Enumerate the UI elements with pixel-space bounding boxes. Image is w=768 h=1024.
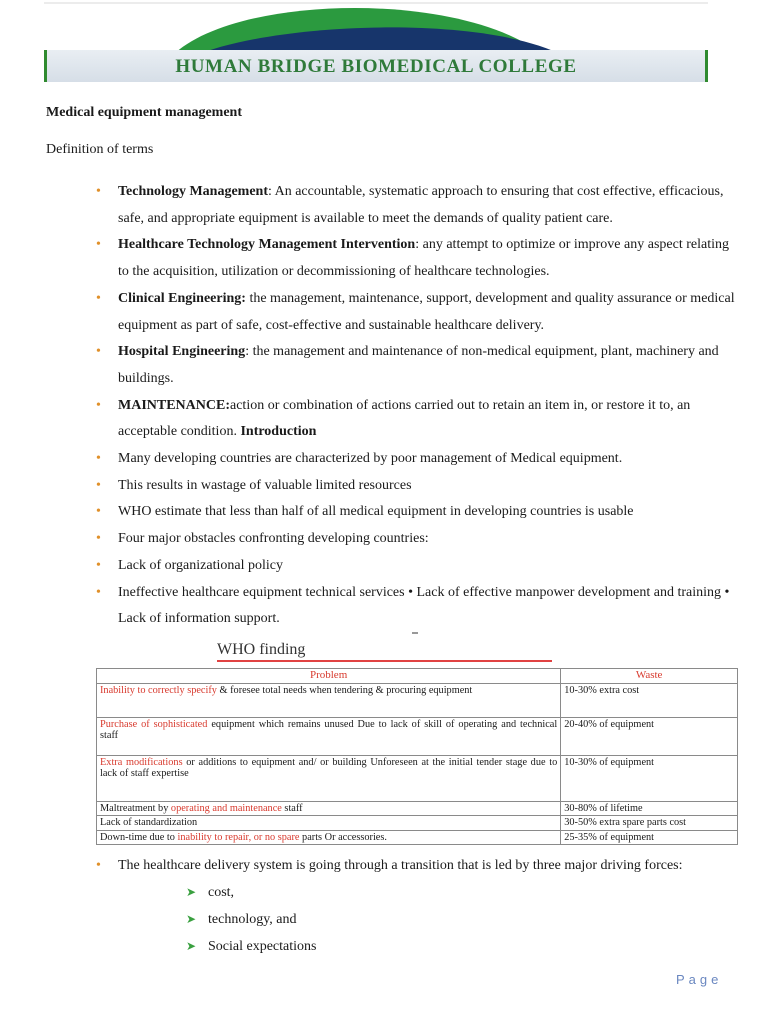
definitions-list — [96, 179, 736, 633]
list-item: ➤ cost, — [186, 879, 316, 906]
waste-cell: 10-30% of equipment — [561, 755, 738, 801]
bullet-text: Ineffective healthcare equipment technical services • Lack of effective manpower development and training • Lack of information support. — [118, 584, 730, 627]
who-finding-table — [96, 668, 738, 845]
college-name: HUMAN BRIDGE BIOMEDICAL COLLEGE — [175, 56, 577, 77]
list-item — [96, 499, 736, 526]
problem-cell — [97, 801, 561, 816]
list-item — [96, 232, 736, 285]
problem-cell — [97, 717, 561, 755]
college-logo-arc-icon — [44, 0, 708, 56]
list-item — [96, 393, 736, 446]
waste-cell: 30-80% of lifetime — [561, 801, 738, 816]
problem-text: equipment which remains unused Due to lack of skill of operating and technical staff — [100, 718, 558, 741]
bullet-text: This results in wastage of valuable limited resources — [118, 477, 412, 493]
list-item — [96, 446, 736, 473]
list-item — [96, 553, 736, 580]
introduction-heading: Introduction — [240, 424, 317, 440]
problem-cell — [97, 830, 561, 845]
title-decoration — [412, 632, 418, 634]
table-row — [97, 717, 738, 755]
document-subheading: Definition of terms — [46, 142, 154, 157]
driving-forces-list — [186, 879, 316, 960]
column-header-waste: Waste — [561, 669, 738, 684]
problem-cell — [97, 683, 561, 717]
problem-cell — [97, 816, 561, 831]
column-header-problem: Problem — [97, 669, 561, 684]
table-header-row — [97, 669, 738, 684]
bullet-text: action or combination of actions carried out to retain an item in, or restore it to, an acceptable condition. — [118, 397, 691, 440]
problem-highlight: Extra modifications — [100, 756, 183, 768]
bullet-term: Technology Management — [118, 184, 268, 199]
problem-highlight: Purchase of sophisticated — [100, 718, 208, 730]
page-footer: Page — [676, 972, 723, 987]
bullet-text: : An accountable, systematic approach to ensuring that cost effective, efficacious, safe, and appropriate equipment is available to meet the demands of quality patient care. — [118, 184, 724, 226]
problem-text: Down-time due to — [100, 831, 178, 843]
who-finding-title: WHO finding — [217, 640, 552, 662]
bullet-term: MAINTENANCE: — [118, 397, 230, 413]
bullet-text: Many developing countries are characterized by poor management of Medical equipment. — [118, 451, 623, 467]
list-item — [96, 339, 736, 392]
banner-title-bar — [44, 50, 708, 82]
problem-text: & foresee total needs when tendering & procuring equipment — [216, 684, 473, 696]
bullet-term: Hospital Engineering — [118, 344, 246, 360]
table-row — [97, 801, 738, 816]
bullet-text: Four major obstacles confronting developing countries: — [118, 531, 429, 547]
bullet-text: : the management and maintenance of non-medical equipment, plant, machinery and buildings. — [118, 344, 719, 386]
list-item — [96, 526, 736, 553]
table-row — [97, 683, 738, 717]
problem-text: staff — [281, 802, 303, 814]
table-row — [97, 830, 738, 845]
list-item — [96, 286, 736, 339]
bullet-text: WHO estimate that less than half of all medical equipment in developing countries is usable — [118, 504, 634, 520]
list-item: • The healthcare delivery system is going through a transition that is led by three major driving forces: — [96, 853, 736, 880]
list-item — [96, 179, 736, 232]
table-row — [97, 755, 738, 801]
waste-cell: 30-50% extra spare parts cost — [561, 816, 738, 831]
problem-text: Maltreatment by — [100, 802, 171, 814]
list-item: ➤ Social expectations — [186, 933, 316, 960]
waste-cell: 25-35% of equipment — [561, 830, 738, 845]
problem-text: or additions to equipment and/ or building Unforeseen at the initial tender stage due to lack of staff expertise — [100, 756, 558, 779]
table-row — [97, 816, 738, 831]
problem-highlight: inability to repair, or no spare — [177, 831, 300, 843]
problem-text: Lack of standardization — [100, 817, 198, 828]
problem-highlight: operating and maintenance — [170, 802, 282, 814]
bullet-term: Healthcare Technology Management Intervention — [118, 237, 416, 253]
bullet-text: Lack of organizational policy — [118, 557, 283, 573]
problem-cell — [97, 755, 561, 801]
waste-cell: 10-30% extra cost — [561, 683, 738, 717]
college-banner — [44, 0, 708, 84]
list-item: ➤ technology, and — [186, 906, 316, 933]
waste-cell: 20-40% of equipment — [561, 717, 738, 755]
transition-list — [96, 853, 736, 880]
problem-text: parts Or accessories. — [299, 831, 387, 843]
list-item — [96, 580, 736, 633]
bullet-text: : any attempt to optimize or improve any aspect relating to the acquisition, utilization or decommissioning of healthcare technologies. — [118, 237, 729, 280]
problem-highlight: Inability to correctly specify — [100, 684, 217, 696]
bullet-text: the management, maintenance, support, development and quality assurance or medical equipment as part of safe, cost-effective and sustainable healthcare delivery. — [118, 290, 735, 333]
list-item — [96, 473, 736, 500]
bullet-term: Clinical Engineering: — [118, 290, 246, 306]
document-heading: Medical equipment management — [46, 105, 242, 120]
